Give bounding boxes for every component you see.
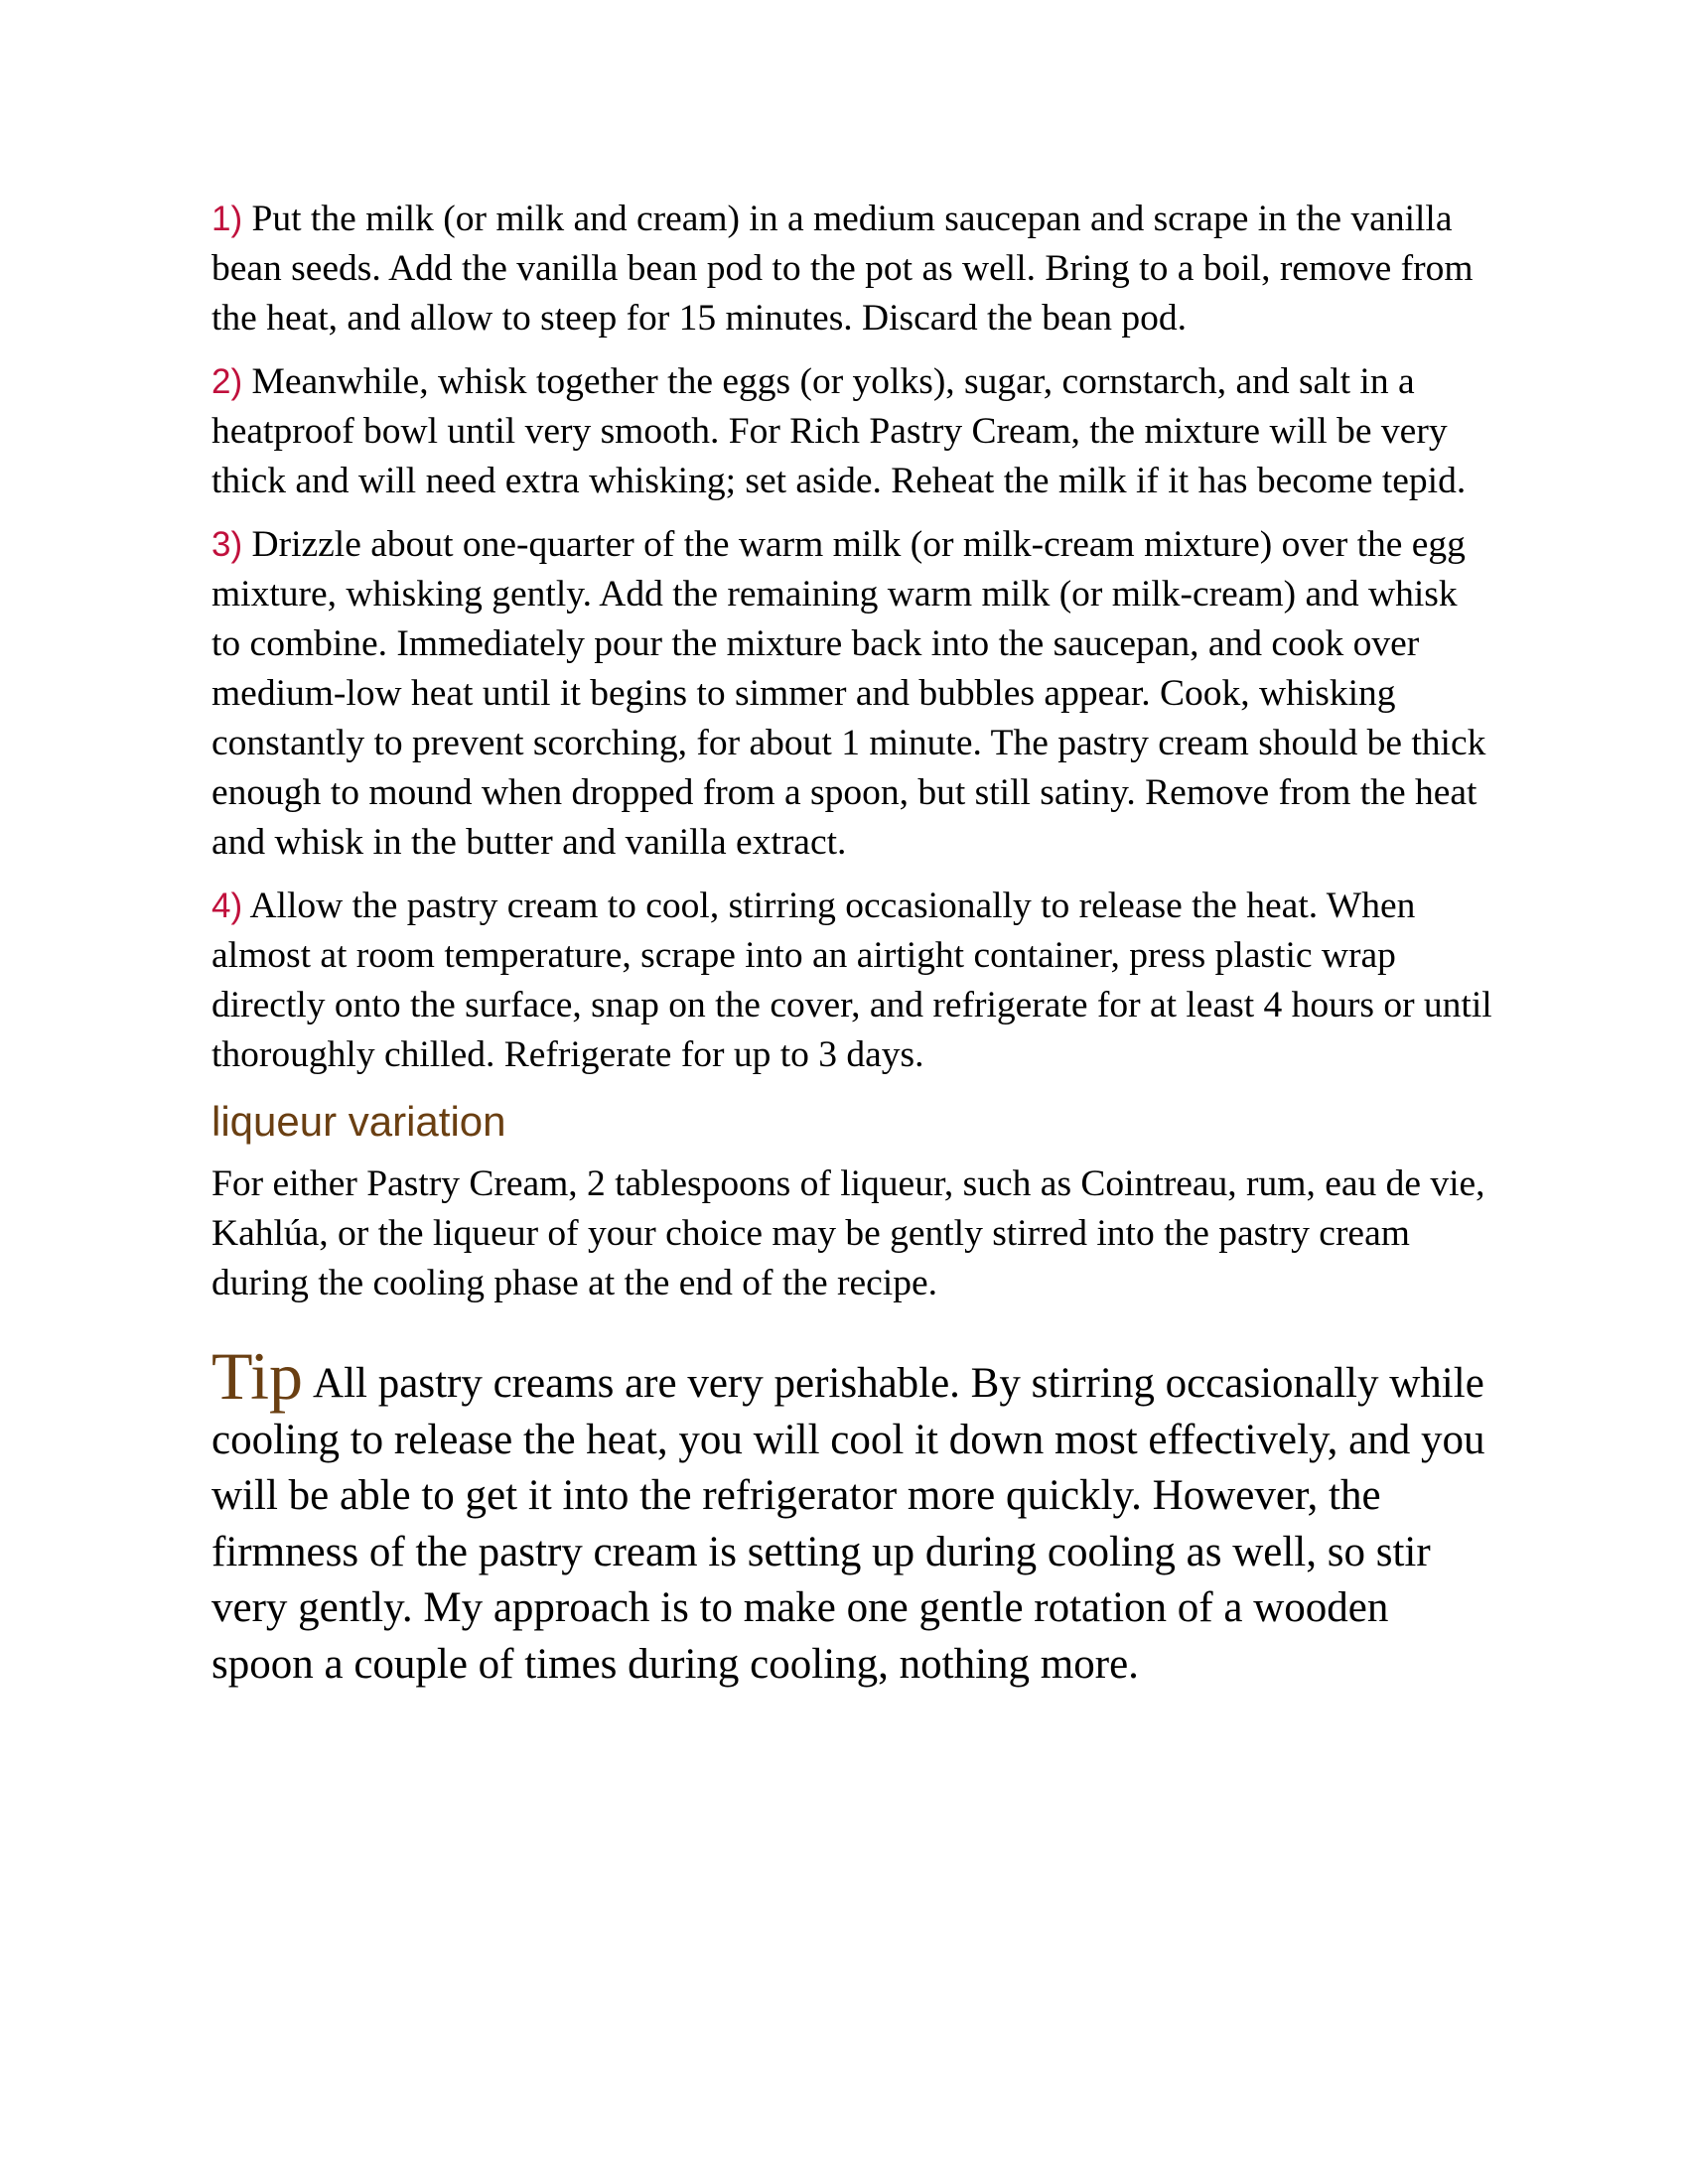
step-3 (211, 520, 1492, 868)
recipe-page (211, 195, 1492, 1693)
step-text: Drizzle about one-quarter of the warm milk (or milk-cream mixture) over the egg mixture, whisking gently. Add the remaining warm milk (or milk-cream) and whisk to combine. Immediately pour the mixture back into the saucepan, and cook over medium-low heat until it begins to simmer and bubbles appear. Cook, whisking constantly to prevent scorching, for about 1 minute. The pastry cream should be thick enough to mound when dropped from a spoon, but still satiny. Remove from the heat and whisk in the butter and vanilla extract. (211, 524, 1486, 863)
step-number: 3) (211, 525, 243, 564)
step-4 (211, 882, 1492, 1080)
step-text: Meanwhile, whisk together the eggs (or yolks), sugar, cornstarch, and salt in a heatproof bowl until very smooth. For Rich Pastry Cream, the mixture will be very thick and will need extra whisking; set aside. Reheat the milk if it has become tepid. (211, 361, 1467, 501)
tip-text: All pastry creams are very perishable. By stirring occasionally while cooling to release the heat, you will cool it down most effectively, and you will be able to get it into the refrigerator more quickly. However, the firmness of the pastry cream is setting up during cooling as well, so stir very gently. My approach is to make one gentle rotation of a wooden spoon a couple of times during cooling, nothing more. (211, 1360, 1485, 1688)
step-number: 2) (211, 362, 243, 401)
step-2 (211, 357, 1492, 506)
tip-label: Tip (211, 1338, 304, 1414)
step-text: Put the milk (or milk and cream) in a medium saucepan and scrape in the vanilla bean seeds. Add the vanilla bean pod to the pot as well. Bring to a boil, remove from the heat, and allow to steep for 15 minutes. Discard the bean pod. (211, 199, 1474, 339)
step-number: 4) (211, 887, 243, 925)
variation-text: For either Pastry Cream, 2 tablespoons of liqueur, such as Cointreau, rum, eau de vie, Kahlúa, or the liqueur of your choice may be gently stirred into the pastry cream during the cooling phase at the end of the recipe. (211, 1163, 1485, 1303)
variation-heading: liqueur variation (211, 1098, 506, 1145)
step-1 (211, 195, 1492, 343)
tip-box (211, 1338, 1492, 1693)
step-text: Allow the pastry cream to cool, stirring occasionally to release the heat. When almost at room temperature, scrape into an airtight container, press plastic wrap directly onto the surface, snap on the cover, and refrigerate for at least 4 hours or until thoroughly chilled. Refrigerate for up to 3 days. (211, 886, 1492, 1075)
step-number: 1) (211, 200, 243, 238)
